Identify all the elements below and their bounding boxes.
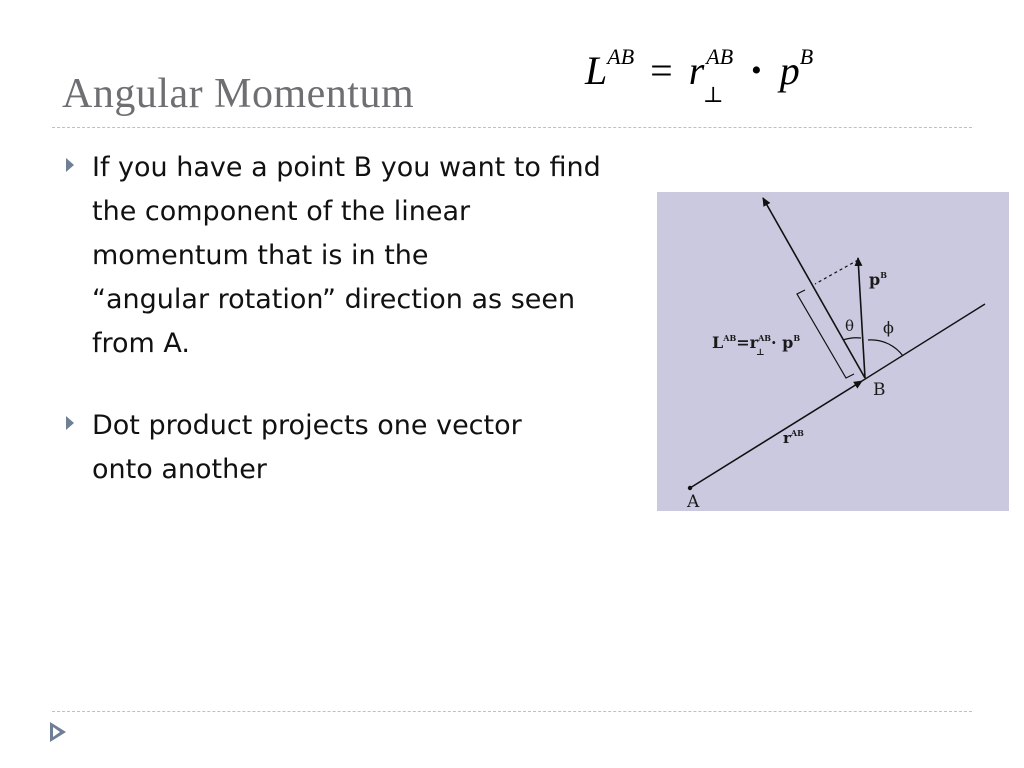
r-extension-line [862,304,985,381]
slide-nav-arrow-icon[interactable] [50,722,66,742]
angular-momentum-diagram [657,192,1009,511]
point-b-label: B [873,380,886,400]
l-eq-rhs: · p [771,333,794,352]
bullet-text: Dot product projects one vector onto another [92,410,522,485]
r-vector-letter: r [783,429,791,447]
diagram-svg [657,192,1009,511]
formula-r-sup: AB [706,44,734,69]
bullet-list [62,146,662,530]
theta-arc [843,338,861,340]
formula-l: L [585,48,608,93]
formula-p-sup: B [799,44,814,69]
angular-momentum-formula [585,44,814,107]
l-eq-lhs: L [712,333,724,352]
r-vector-sup: AB [790,428,804,438]
formula-r: r [688,48,705,93]
formula-dot: • [751,54,762,87]
footer-divider [52,711,972,712]
point-a-label: A [687,492,700,511]
p-vector-arrow [858,258,865,378]
l-eq-r-sup: AB [758,333,772,343]
bullet-item [62,146,662,366]
p-vector-sup: B [880,270,887,280]
l-eq-rhs-sup: B [793,333,801,343]
formula-p: p [779,48,800,93]
bullet-arrow-icon [66,416,74,430]
point-a-dot [688,486,692,490]
bullet-text: If you have a point B you want to find the component of the linear momentum that is in the “angular rotation” direction as seen from A. [92,152,601,359]
r-vector-arrow [690,381,862,488]
bullet-arrow-icon [66,158,74,172]
projection-dashed-line [815,260,858,284]
formula-r-group [688,44,734,107]
formula-l-sup: AB [607,44,635,69]
p-vector-label [869,270,887,289]
l-eq-mid: =r [736,333,759,352]
bullet-item [62,404,662,492]
phi-arc [868,340,903,356]
p-vector-letter: p [869,270,881,289]
formula-equals: = [650,48,673,93]
phi-label: ϕ [883,318,894,337]
title-divider [52,127,972,128]
theta-label: θ [845,317,855,335]
r-vector-label [783,428,804,447]
l-eq-lhs-sup: AB [723,333,737,343]
slide-title: Angular Momentum [62,71,415,117]
formula-r-sub: ⊥ [702,82,724,107]
l-eq-r-sub: ⊥ [756,348,765,358]
